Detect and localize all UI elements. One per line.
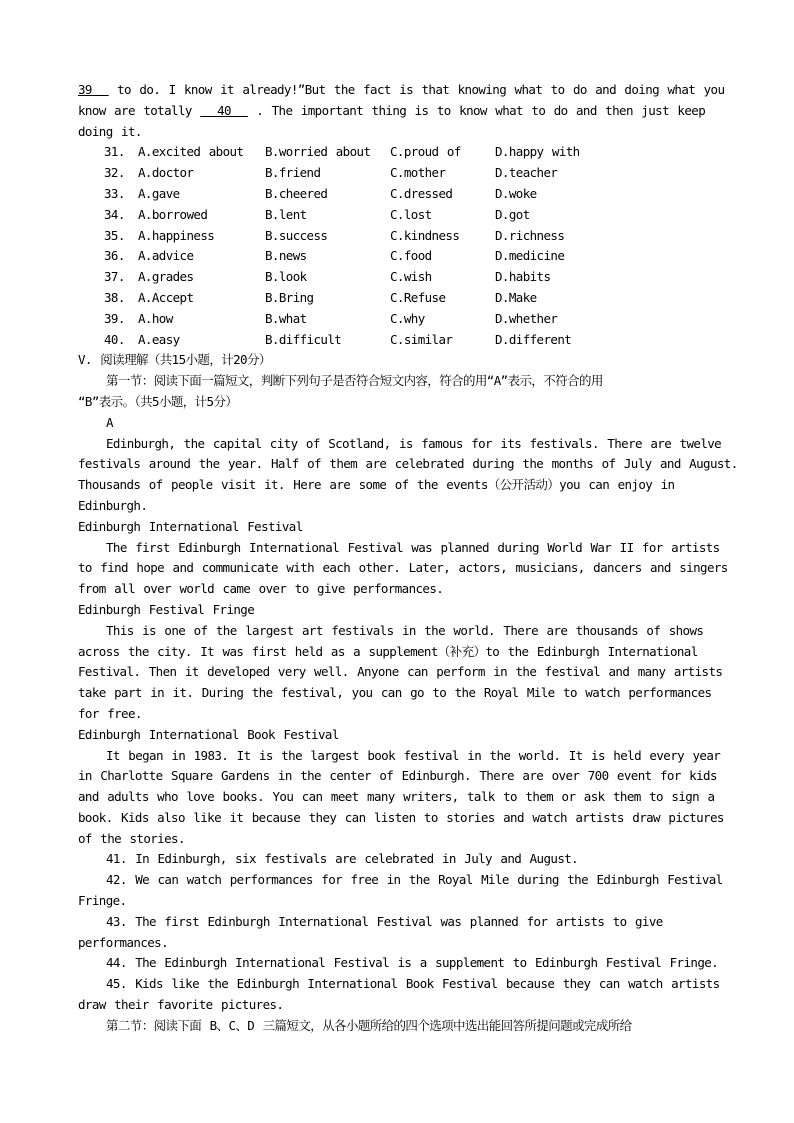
option-row <box>78 330 726 351</box>
option-number: 37. <box>104 269 125 285</box>
text-segment: across the city. It was first held as a supplement（补充）to the Edinburgh International <box>78 643 698 659</box>
option-d: D.teacher <box>495 165 558 181</box>
text-segment: 41. In Edinburgh, six festivals are celebrated in July and August. <box>106 851 579 867</box>
text-segment: festivals around the year. Half of them are celebrated during the months of July and August. <box>78 456 738 472</box>
text-segment: from all over world came over to give performances. <box>78 581 444 597</box>
text-segment: in Charlotte Square Gardens in the center of Edinburgh. There are over 700 event for kids <box>78 768 717 784</box>
cloze-line <box>78 80 726 101</box>
option-c: C.food <box>390 248 432 264</box>
option-a: A.easy <box>138 331 180 347</box>
option-d: D.different <box>495 331 572 347</box>
option-number: 34. <box>104 206 125 222</box>
text-segment: Thousands of people visit it. Here are some of the events（公开活动）you can enjoy in <box>78 477 675 493</box>
passage-line <box>78 496 726 517</box>
passage-label <box>78 413 726 434</box>
option-a: A.Accept <box>138 289 194 305</box>
passage-line <box>78 558 726 579</box>
text-segment: A <box>106 414 113 430</box>
option-c: C.kindness <box>390 227 460 243</box>
option-row <box>78 163 726 184</box>
option-number: 32. <box>104 165 125 181</box>
option-b: B.lent <box>265 206 307 222</box>
option-b: B.Bring <box>265 289 314 305</box>
option-c: C.lost <box>390 206 432 222</box>
blank-underline: 39 <box>78 82 109 97</box>
option-b: B.success <box>265 227 328 243</box>
text-segment: Edinburgh Festival Fringe <box>78 601 255 617</box>
option-b: B.worried about <box>265 144 371 160</box>
option-c: C.why <box>390 310 425 326</box>
text-segment: performances. <box>78 934 169 950</box>
option-row <box>78 246 726 267</box>
passage-line <box>78 475 726 496</box>
passage-line <box>78 642 726 663</box>
true-false-question <box>78 891 726 912</box>
part1-instruction <box>78 371 726 392</box>
text-segment: “B”表示。（共5小题，计5分） <box>78 393 238 409</box>
option-c: C.wish <box>390 269 432 285</box>
true-false-question <box>78 870 726 891</box>
option-b: B.friend <box>265 165 321 181</box>
option-d: D.medicine <box>495 248 565 264</box>
true-false-question <box>78 912 726 933</box>
option-row <box>78 288 726 309</box>
text-segment: 42. We can watch performances for free in the Royal Mile during the Edinburgh Festival <box>106 872 723 888</box>
passage-line <box>78 683 726 704</box>
option-a: A.grades <box>138 269 194 285</box>
cloze-line <box>78 122 726 143</box>
text-segment: Festival. Then it developed very well. Anyone can perform in the festival and many artists <box>78 664 723 680</box>
option-row <box>78 309 726 330</box>
true-false-question <box>78 953 726 974</box>
option-a: A.doctor <box>138 165 194 181</box>
passage-line <box>78 579 726 600</box>
passage-line <box>78 434 726 455</box>
text-segment: know are totally <box>78 102 201 118</box>
passage-line <box>78 787 726 808</box>
document-content <box>78 80 738 1037</box>
text-segment: Edinburgh, the capital city of Scotland, is famous for its festivals. There are twelve <box>106 435 722 451</box>
text-segment: 第二节：阅读下面 B、C、D 三篇短文，从各小题所给的四个选项中选出能回答所提问题或完成所给 <box>106 1017 632 1033</box>
option-row <box>78 226 726 247</box>
text-segment: 44. The Edinburgh International Festival is a supplement to Edinburgh Festival Fringe. <box>106 955 719 971</box>
section-v-heading <box>78 350 726 371</box>
text-segment: . The important thing is to know what to do and then just keep <box>247 102 706 118</box>
text-segment: The first Edinburgh International Festival was planned during World War II for artists <box>106 539 720 555</box>
option-number: 38. <box>104 289 125 305</box>
text-segment: doing it. <box>78 123 142 139</box>
text-segment: and adults who love books. You can meet many writers, talk to them or ask them to sign a <box>78 789 715 805</box>
option-b: B.news <box>265 248 307 264</box>
passage-line <box>78 766 726 787</box>
option-number: 40. <box>104 331 125 347</box>
option-number: 35. <box>104 227 125 243</box>
true-false-question <box>78 974 726 995</box>
text-segment: of the stories. <box>78 830 185 846</box>
option-d: D.woke <box>495 185 537 201</box>
option-d: D.happy with <box>495 144 580 160</box>
passage-line <box>78 808 726 829</box>
option-number: 33. <box>104 185 125 201</box>
option-c: C.proud of <box>390 144 461 160</box>
option-b: B.cheered <box>265 185 328 201</box>
option-d: D.whether <box>495 310 558 326</box>
option-a: A.gave <box>138 185 180 201</box>
option-number: 31. <box>104 144 125 160</box>
option-c: C.mother <box>390 165 446 181</box>
cloze-line <box>78 101 726 122</box>
passage-line <box>78 662 726 683</box>
festival-heading <box>78 517 726 538</box>
text-segment: for free. <box>78 705 142 721</box>
option-b: B.difficult <box>265 331 342 347</box>
option-a: A.advice <box>138 248 194 264</box>
text-segment: book. Kids also like it because they can listen to stories and watch artists draw pictures <box>78 809 724 825</box>
passage-line <box>78 621 726 642</box>
text-segment: draw their favorite pictures. <box>78 997 284 1013</box>
option-row <box>78 184 726 205</box>
option-b: B.what <box>265 310 307 326</box>
option-d: D.got <box>495 206 530 222</box>
text-segment: Edinburgh International Festival <box>78 518 303 534</box>
option-b: B.look <box>265 269 307 285</box>
text-segment: Edinburgh. <box>78 497 148 513</box>
text-segment: to do. I know it already!”But the fact is that knowing what to do and doing what you <box>108 82 725 97</box>
true-false-question <box>78 995 726 1016</box>
option-d: D.habits <box>495 269 551 285</box>
passage-line <box>78 454 738 475</box>
text-segment: 45. Kids like the Edinburgh International Book Festival because they can watch artists <box>106 976 720 992</box>
option-c: C.dressed <box>390 185 453 201</box>
text-segment: V. 阅读理解（共15小题，计20分） <box>78 352 271 368</box>
true-false-question <box>78 849 726 870</box>
option-row <box>78 142 726 163</box>
option-number: 39. <box>104 310 125 326</box>
blank-underline: 40 <box>200 102 248 118</box>
option-number: 36. <box>104 248 125 264</box>
text-segment: Fringe. <box>78 893 127 909</box>
passage-line <box>78 704 726 725</box>
part1-instruction <box>78 392 726 413</box>
passage-line <box>78 538 726 559</box>
festival-heading <box>78 725 726 746</box>
festival-heading <box>78 600 726 621</box>
option-a: A.borrowed <box>138 206 208 222</box>
text-segment: This is one of the largest art festivals in the world. There are thousands of shows <box>106 622 704 638</box>
true-false-question <box>78 933 726 954</box>
text-segment: Edinburgh International Book Festival <box>78 726 339 742</box>
option-c: C.similar <box>390 331 453 347</box>
option-a: A.excited about <box>138 144 244 160</box>
text-segment: 第一节：阅读下面一篇短文，判断下列句子是否符合短文内容，符合的用“A”表示，不符合的用 <box>106 373 603 389</box>
option-d: D.Make <box>495 289 537 305</box>
text-segment: It began in 1983. It is the largest book festival in the world. It is held every year <box>106 747 721 763</box>
text-segment: to find hope and communicate with each other. Later, actors, musicians, dancers and singers <box>78 560 728 576</box>
passage-line <box>78 746 726 767</box>
option-row <box>78 205 726 226</box>
option-row <box>78 267 726 288</box>
option-a: A.happiness <box>138 227 215 243</box>
text-segment: 43. The first Edinburgh International Festival was planned for artists to give <box>106 913 663 929</box>
passage-line <box>78 829 726 850</box>
part2-instruction <box>78 1016 726 1037</box>
option-c: C.Refuse <box>390 289 446 305</box>
option-d: D.richness <box>495 227 565 243</box>
option-a: A.how <box>138 310 173 326</box>
text-segment: take part in it. During the festival, you can go to the Royal Mile to watch performances <box>78 685 712 701</box>
